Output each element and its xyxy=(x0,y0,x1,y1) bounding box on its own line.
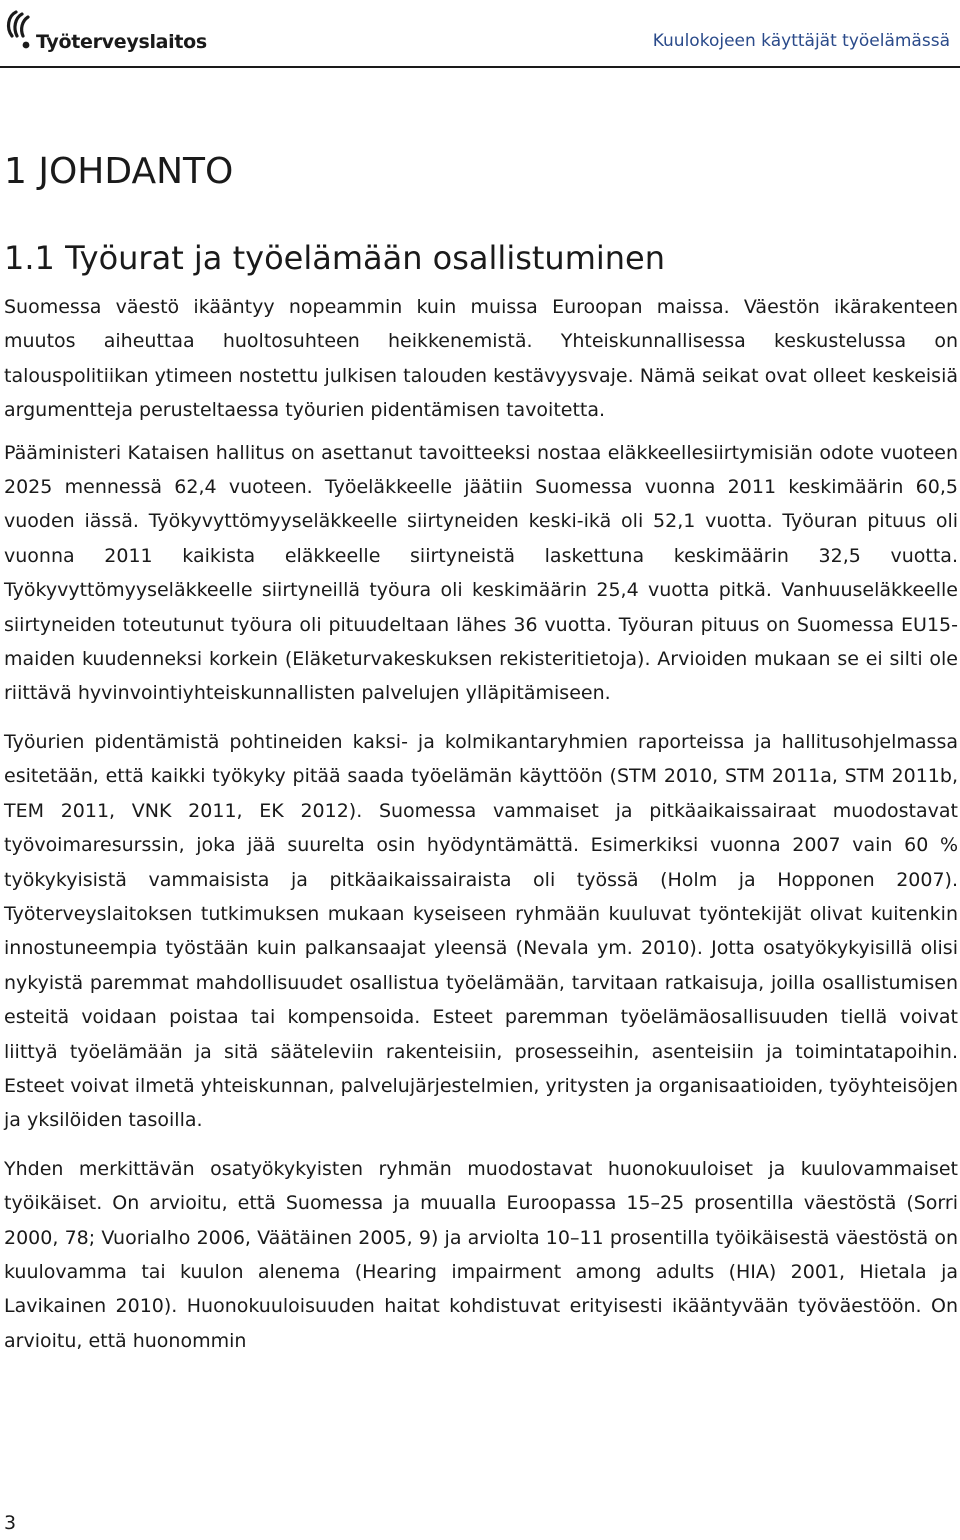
logo-text: Työterveyslaitos xyxy=(36,31,207,53)
document-title: Kuulokojeen käyttäjät työelämässä xyxy=(652,31,950,51)
finnish-institute-occupational-health-logo-icon xyxy=(2,6,36,56)
page-content xyxy=(4,150,958,1358)
section-heading: 1.1 Työurat ja työelämään osallistuminen xyxy=(4,239,666,277)
body-paragraph: Pääministeri Kataisen hallitus on asettanut tavoitteeksi nostaa eläkkeellesiirtymisiän odote vuoteen 2025 mennessä 62,4 vuoteen. Työeläkkeelle jäätiin Suomessa vuonna 2011 keskimäärin 60,5 vuoden iässä. Työkyvyttömyyseläkkeelle siirtyneiden keski-ikä oli 52,1 vuotta. Työuran pituus oli vuonna 2011 kaikista eläkkeelle siirtyneistä laskettuna keskimäärin 32,5 vuotta. Työkyvyttömyyseläkkeelle siirtyneillä työura oli keskimäärin 25,4 vuotta pitkä. Vanhuuseläkkeelle siirtyneiden toteutunut työura oli pituudeltaan lähes 36 vuotta. Työuran pituus on Suomessa EU15-maiden kuudenneksi korkein (Eläketurvakeskuksen rekisteritietoja). Arvioiden mukaan se ei silti ole riittävä hyvinvointiyhteiskunnallisten palvelujen ylläpitämiseen. xyxy=(4,441,958,705)
logo xyxy=(2,4,207,58)
body-paragraph: Suomessa väestö ikääntyy nopeammin kuin muissa Euroopan maissa. Väestön ikärakenteen muutos aiheuttaa huoltosuhteen heikkenemistä. Yhteiskunnallisessa keskustelussa on talouspolitiikan ytimeen nostettu julkisen talouden kestävyysvaje. Nämä seikat ovat olleet keskeisiä argumentteja perusteltaessa työurien pidentämisen tavoitetta. xyxy=(4,296,958,422)
page-header xyxy=(0,0,960,70)
body-paragraph: Yhden merkittävän osatyökykyisten ryhmän muodostavat huonokuuloiset ja kuulovammaiset työikäiset. On arvioitu, että Suomessa ja muualla Euroopassa 15–25 prosentilla väestöstä (Sorri 2000, 78; Vuorialho 2006, Väätäinen 2005, 9) ja arviolta 10–11 prosentilla työikäisestä väestöstä on kuulovamma tai kuulon alenema (Hearing impairment among adults (HIA) 2001, Hietala ja Lavikainen 2010). Huonokuuloisuuden haitat kohdistuvat erityisesti ikääntyvään työväestöön. On arvioitu, että huonommin xyxy=(4,1157,958,1352)
chapter-heading: 1 JOHDANTO xyxy=(4,151,234,192)
header-divider xyxy=(0,66,960,68)
body-paragraph: Työurien pidentämistä pohtineiden kaksi- ja kolmikantaryhmien raporteissa ja hallitusohjelmassa esitetään, että kaikki työkyky pitää saada työelämän käyttöön (STM 2010, STM 2011a, STM 2011b, TEM 2011, VNK 2011, EK 2012). Suomessa vammaiset ja pitkäaikaissairaat muodostavat työvoimaresurssin, joka jää suurelta osin hyödyntämättä. Esimerkiksi vuonna 2007 vain 60 % työkykyisistä vammaisista ja pitkäaikaissairaista oli työssä (Holm ja Hopponen 2007). Työterveyslaitoksen tutkimuksen mukaan kyseiseen ryhmään kuuluvat työntekijät olivat kuitenkin innostuneempia työstään kuin palkansaajat yleensä (Nevala ym. 2010). Jotta osatyökykyisillä olisi nykyistä paremmat mahdollisuudet osallistua työelämään, tarvitaan ratkaisuja, joilla osallistumisen esteitä voidaan poistaa tai kompensoida. Esteet paremman työelämäosallisuuden tiellä voivat liittyä työelämään ja sitä sääteleviin rakenteisiin, prosesseihin, asenteisiin ja toimintatapoihin. Esteet voivat ilmetä yhteiskunnan, palvelujärjestelmien, yritysten ja organisaatioiden, työyhteisöjen ja yksilöiden tasoilla. xyxy=(4,730,958,1132)
page-number: 3 xyxy=(4,1512,17,1534)
